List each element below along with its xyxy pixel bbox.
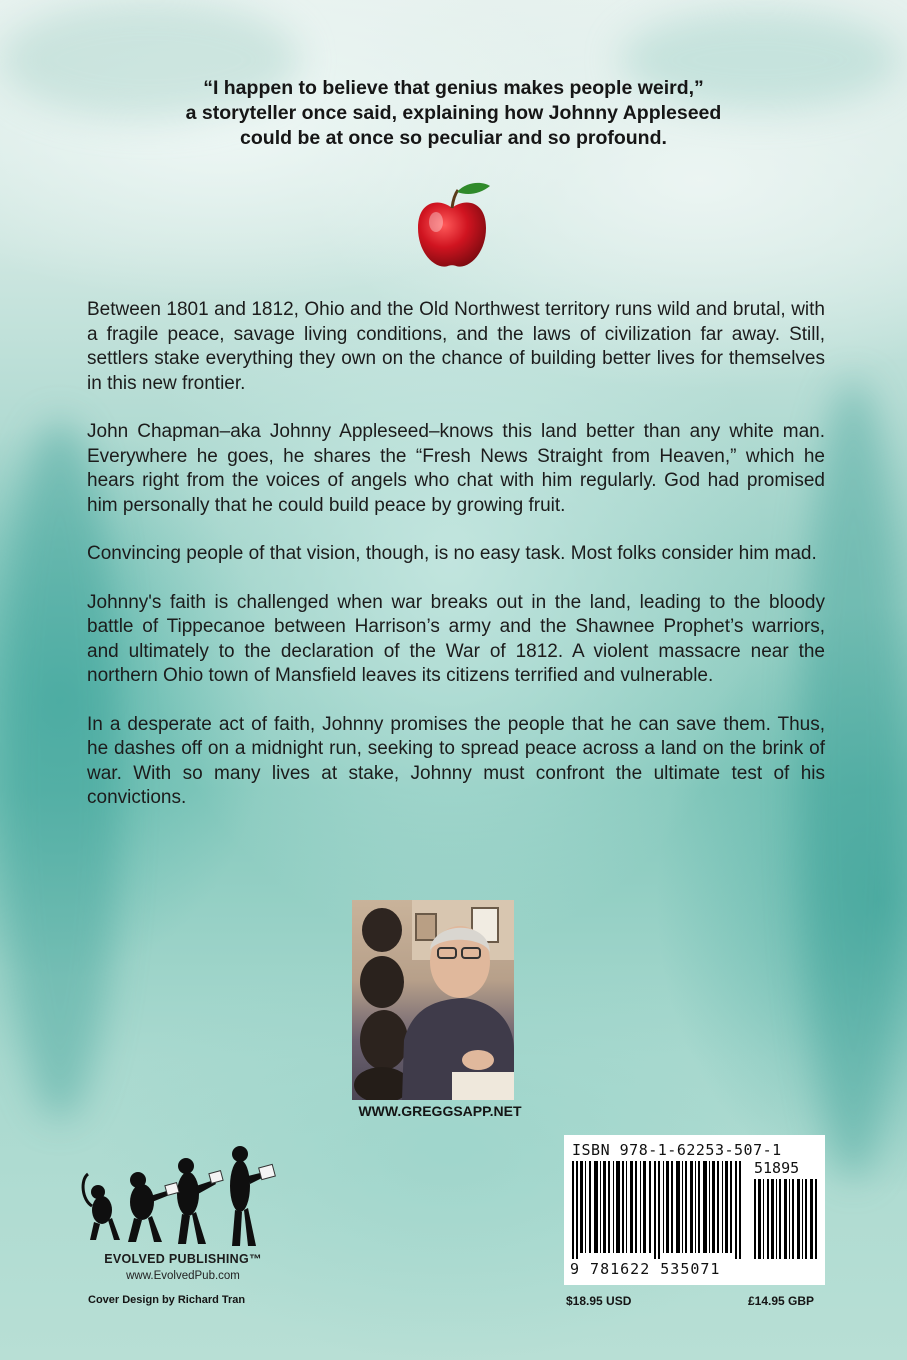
evolution-silhouette-logo [80,1140,280,1250]
quote-line: “I happen to believe that genius makes people weird,” [203,77,704,99]
price-gbp: £14.95 GBP [748,1294,815,1308]
isbn-number: ISBN 978-1-62253-507-1 [572,1141,782,1159]
cover-design-credit: Cover Design by Richard Tran [88,1294,246,1306]
quote-line: a storyteller once said, explaining how Johnny Appleseed [185,102,722,124]
ean-bars [570,1161,748,1259]
ean-number: 9 781622 535071 [570,1260,721,1278]
description-paragraph: Convincing people of that vision, though, is no easy task. Most folks consider him mad. [87,543,817,564]
description-paragraph: John Chapman–aka Johnny Appleseed–knows this land better than any white man. Everywhere he goes, he shares the “Fresh News Straight from Heaven,” which he hears right from the voices of angels who chat with him regularly. God had promised him personally that he could build peace by growing fruit. [87,421,825,516]
description-paragraph: In a desperate act of faith, Johnny promises the people that he can save them. Thus, he dashes off on a midnight run, seeking to spread peace across a land on the brink of war. With so many lives at stake, Johnny must confront the ultimate test of his convictions. [87,713,825,808]
price-usd: $18.95 USD [566,1294,632,1308]
description-paragraph: Johnny's faith is challenged when war breaks out in the land, leading to the bloody battle of Tippecanoe between Harrison’s army and the Shawnee Prophet’s warriors, and ultimately to the declaration of the War of 1812. A violent massacre near the northern Ohio town of Mansfield leaves its citizens terrified and vulnerable. [87,591,825,686]
apple-icon [410,178,494,272]
quote-line: could be at once so peculiar and so profound. [240,127,667,149]
description-paragraph: Between 1801 and 1812, Ohio and the Old Northwest territory runs wild and brutal, with a fragile peace, savage living conditions, and the laws of civilization far away. Still, settlers stake everything they own on the chance of building better lives for themselves in this new frontier. [87,299,825,394]
pull-quote [120,76,787,151]
isbn-barcode [564,1135,825,1285]
author-website[interactable]: WWW.GREGGSAPP.NET [358,1103,522,1119]
barcode-addon-number: 51895 [754,1159,800,1177]
author-photo [352,900,514,1100]
description [87,298,825,835]
publisher-name: EVOLVED PUBLISHING™ [104,1252,262,1266]
publisher-url[interactable]: www.EvolvedPub.com [126,1270,240,1282]
addon-bars [754,1179,818,1259]
